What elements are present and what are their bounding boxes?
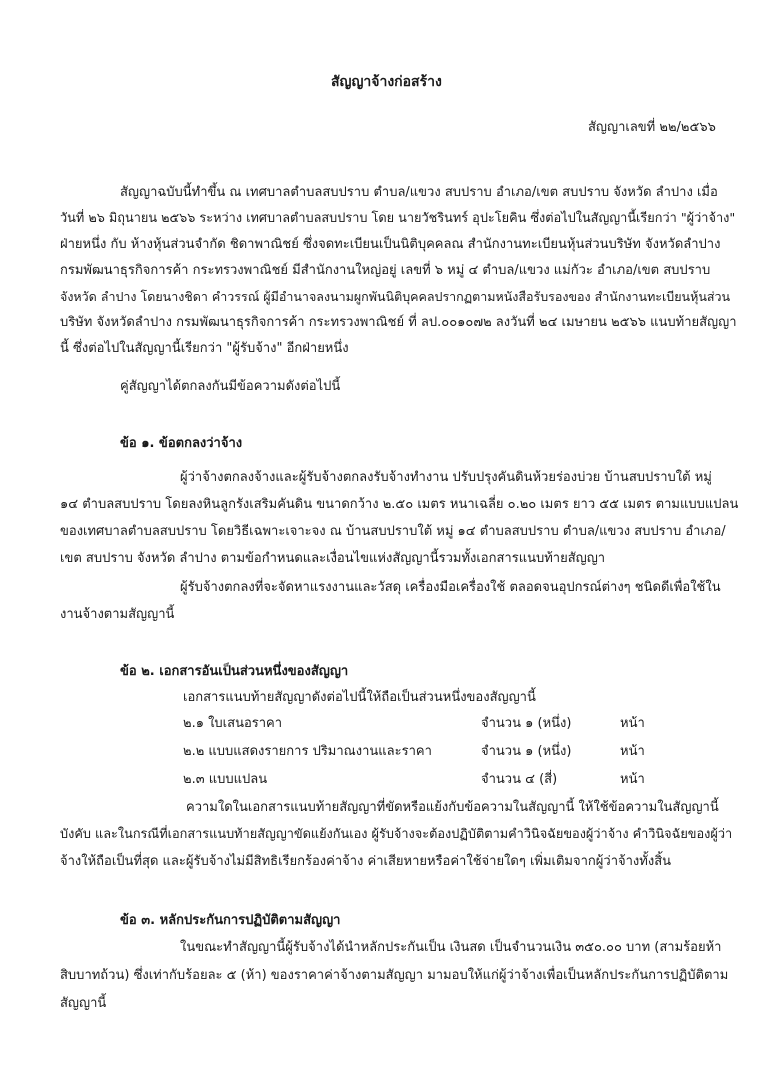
attachment-label: ๒.๓ แบบแปลน: [183, 772, 268, 787]
attachment-unit: หน้า: [620, 744, 645, 759]
intro-line: คู่สัญญาได้ตกลงกันมีข้อความดังต่อไปนี้: [120, 379, 341, 394]
clause-2-intro: เอกสารแนบท้ายสัญญาดังต่อไปนี้ให้ถือเป็นส่วนหนึ่งของสัญญานี้: [183, 690, 536, 705]
attachment-label: ๒.๒ แบบแสดงรายการ ปริมาณงานและราคา: [183, 744, 432, 759]
attachment-qty: จำนวน ๑ (หนึ่ง): [481, 744, 572, 759]
intro-line: บริษัท จังหวัดลำปาง กรมพัฒนาธุรกิจการค้า กระทรวงพาณิชย์ ที่ ลป.๐๐๑๐๗๒ ลงวันที่ ๒๔ เมษายน ๒๕๖๖ แนบท้ายสัญญา: [60, 315, 737, 330]
intro-line: วันที่ ๒๖ มิถุนายน ๒๕๖๖ ระหว่าง เทศบาลตำบลสบปราบ โดย นายวัชรินทร์ อุปะโยคิน ซึ่งต่อไปในสัญญานี้เรียกว่า "ผู้ว่าจ้าง": [60, 211, 736, 226]
attachment-unit: หน้า: [620, 716, 645, 731]
intro-line: สัญญาฉบับนี้ทำขึ้น ณ เทศบาลตำบลสบปราบ ตำบล/แขวง สบปราบ อำเภอ/เขต สบปราบ จังหวัด ลำปาง เมื่อ: [120, 185, 718, 200]
attachment-label: ๒.๑ ใบเสนอราคา: [183, 716, 283, 731]
intro-line: จังหวัด ลำปาง โดยนางชิดา คำวรรณ์ ผู้มีอำนาจลงนามผูกพันนิติบุคคลปรากฏตามหนังสือรับรองของ สำนักงานทะเบียนหุ้นส่วน: [60, 289, 731, 304]
clause-2-heading: ข้อ ๒. เอกสารอันเป็นส่วนหนึ่งของสัญญา: [120, 664, 349, 679]
clause-3-line: สัญญานี้: [60, 996, 107, 1011]
attachment-qty: จำนวน ๔ (สี่): [481, 772, 558, 787]
clause-1-line: เขต สบปราบ จังหวัด ลำปาง ตามข้อกำหนดและเงื่อนไขแห่งสัญญานี้รวมทั้งเอกสารแนบท้ายสัญญา: [60, 551, 606, 566]
clause-1-line: ๑๔ ตำบลสบปราบ โดยลงหินลูกรังเสริมคันดิน ขนาดกว้าง ๒.๕๐ เมตร หนาเฉลี่ย ๐.๒๐ เมตร ยาว ๕๕ เมตร ตามแบบแปลน: [60, 497, 739, 512]
clause-1-heading: ข้อ ๑. ข้อตกลงว่าจ้าง: [120, 436, 243, 451]
intro-line: นี้ ซึ่งต่อไปในสัญญานี้เรียกว่า "ผู้รับจ้าง" อีกฝ่ายหนึ่ง: [60, 341, 349, 356]
document-title: สัญญาจ้างก่อสร้าง: [331, 74, 442, 90]
clause-2-line: จ้างให้ถือเป็นที่สุด และผู้รับจ้างไม่มีสิทธิเรียกร้องค่าจ้าง ค่าเสียหายหรือค่าใช้จ่ายใดๆ เพิ่มเติมจากผู้ว่าจ้างทั้งสิ้น: [60, 854, 672, 869]
attachment-unit: หน้า: [620, 772, 645, 787]
clause-1-line: ผู้รับจ้างตกลงที่จะจัดหาแรงงานและวัสดุ เครื่องมือเครื่องใช้ ตลอดจนอุปกรณ์ต่างๆ ชนิดดีเพื่อใช้ใน: [180, 580, 721, 595]
intro-line: กรมพัฒนาธุรกิจการค้า กระทรวงพาณิชย์ มีสำนักงานใหญ่อยู่ เลขที่ ๖ หมู่ ๔ ตำบล/แขวง แม่กัวะ อำเภอ/เขต สบปราบ: [60, 263, 711, 278]
clause-2-line: บังคับ และในกรณีที่เอกสารแนบท้ายสัญญาขัดแย้งกันเอง ผู้รับจ้างจะต้องปฏิบัติตามคำวินิจฉัยของผู้ว่าจ้าง คำวินิจฉัยของผู้ว่า: [60, 827, 733, 842]
clause-2-line: ความใดในเอกสารแนบท้ายสัญญาที่ขัดหรือแย้งกับข้อความในสัญญานี้ ให้ใช้ข้อความในสัญญานี้: [186, 800, 719, 815]
clause-3-line: ในขณะทำสัญญานี้ผู้รับจ้างได้นำหลักประกันเป็น เงินสด เป็นจำนวนเงิน ๓๕๐.๐๐ บาท (สามร้อยห้า: [180, 940, 722, 955]
clause-1-line: ของเทศบาลตำบลสบปราบ โดยวิธีเฉพาะเจาะจง ณ บ้านสบปราบใต้ หมู่ ๑๔ ตำบลสบปราบ ตำบล/แขวง สบปราบ อำเภอ/: [60, 524, 726, 539]
attachment-qty: จำนวน ๑ (หนึ่ง): [481, 716, 572, 731]
clause-1-line: งานจ้างตามสัญญานี้: [60, 607, 175, 622]
clause-3-line: สิบบาทถ้วน) ซึ่งเท่ากับร้อยละ ๕ (ห้า) ของราคาค่าจ้างตามสัญญา มามอบให้แก่ผู้ว่าจ้างเพื่อเป็นหลักประกันการปฏิบัติตาม: [60, 968, 729, 983]
contract-number: สัญญาเลขที่ ๒๒/๒๕๖๖: [588, 120, 716, 135]
clause-3-heading: ข้อ ๓. หลักประกันการปฏิบัติตามสัญญา: [120, 913, 341, 928]
intro-line: ฝ่ายหนึ่ง กับ ห้างหุ้นส่วนจำกัด ชิดาพาณิชย์ ซึ่งจดทะเบียนเป็นนิติบุคคลณ สำนักงานทะเบียนหุ้นส่วนบริษัท จังหวัดลำปาง: [60, 237, 721, 252]
clause-1-line: ผู้ว่าจ้างตกลงจ้างและผู้รับจ้างตกลงรับจ้างทำงาน ปรับปรุงคันดินห้วยร่องบ่วย บ้านสบปราบใต้ หมู่: [180, 470, 712, 485]
